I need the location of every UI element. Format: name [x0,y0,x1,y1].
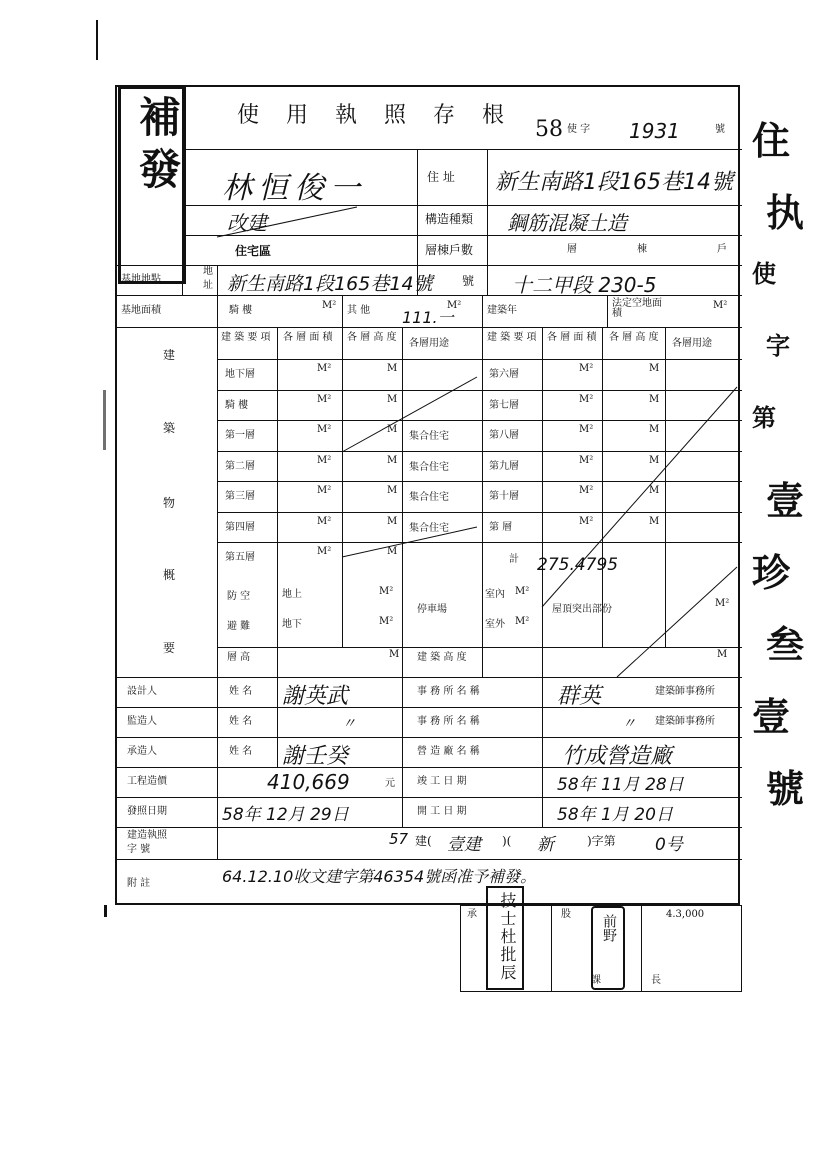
roof-unit: M² [715,598,730,609]
license-stub-form [115,85,740,905]
area-unit: M² [579,393,594,405]
total-label: 計 [509,554,519,565]
supervisor-name: 〃 [342,716,356,732]
building-section-label-5: 要 [163,641,176,655]
contractor-firm-label: 營 造 廠 名 稱 [417,746,480,757]
rule [277,677,278,767]
note-value: 64.12.10收文建字第46354號函准予補發。 [222,867,537,886]
height-unit: M [649,363,660,374]
building-unit: 棟 [637,244,647,255]
floor-label: 第八層 [489,430,519,441]
approval-value: 4.3,000 [666,909,705,920]
floor-label: 第九層 [489,460,519,472]
owner-address: 新生南路1段165巷14號 [495,170,733,195]
permit-text-d: 新 [537,835,554,855]
right-margin-char: 號 [766,766,805,811]
official-stamp-text: 技士杜批辰 [498,892,517,982]
area-unit: M² [579,363,594,374]
permit-text-c: )( [502,834,512,848]
parking-label: 停車場 [417,604,447,615]
floor-label: 第一層 [225,430,255,441]
parking-unit-2: M² [515,616,530,627]
license-suffix: 號 [715,124,725,135]
area-label: 基地面積 [121,305,161,316]
scan-mark [103,390,106,450]
designer-name: 謝英武 [282,684,349,709]
right-margin-char: 使 [752,259,776,288]
structure-value: 鋼筋混凝土造 [507,211,627,235]
permit-label-bottom: 字 號 [127,844,151,855]
floor-label: 第六層 [489,369,519,380]
height-unit: M [387,485,398,496]
floor-height-unit: M [389,649,400,660]
floor-label: 第五層 [225,552,255,563]
seal-stamp [591,906,625,990]
designer-office: 群英 [557,684,602,709]
supervisor-office-suffix: 建築師事務所 [655,716,715,727]
right-margin-char: 住 [752,118,791,163]
approval-label: 長 [651,975,661,986]
floor-label: 第二層 [225,460,255,472]
contractor-role: 承造人 [127,746,157,757]
right-margin-char: 珍 [752,550,791,595]
legal-unit: M² [713,300,728,311]
permit-text-e: )字第 [587,834,616,848]
permit-text-a: 建( [415,834,432,848]
parking-indoor: 室內 [485,589,505,600]
approval-label: 承 [467,909,477,920]
designer-role: 設計人 [127,686,157,697]
rule [542,647,543,677]
cost-unit: 元 [385,778,395,789]
permit-text-b: 壹建 [447,835,481,855]
cost-label: 工程造價 [127,776,167,787]
approval-label: 股 [561,909,571,920]
building-section-label-1: 建 [163,348,176,362]
building-height-label: 建 築 高 度 [417,652,467,663]
area-unit: M² [317,393,332,405]
start-label: 開 工 日 期 [417,806,467,817]
total-value: 275.4795 [537,555,619,575]
right-margin-char: 执 [766,190,805,235]
height-unit: M [387,546,398,557]
right-margin-char: 字 [766,331,790,360]
site-address: 新生南路1段165巷14號 [227,273,433,295]
right-margin-char: 第 [752,403,776,432]
issue-date: 58年 12月 29日 [222,805,349,825]
rule [641,906,642,991]
shelter-unit: M² [379,586,394,597]
rule [402,647,403,677]
start-date: 58年 1月 20日 [557,805,673,825]
supervisor-role: 監造人 [127,716,157,727]
col-header: 各層用途 [672,338,712,349]
floor-use: 集合住宅 [409,461,449,473]
zone-value: 住宅區 [235,244,272,258]
supplement-stamp-text: 補發 [133,95,182,199]
col-header: 各 層 高 度 [609,332,659,343]
col-header: 建 築 要 項 [487,332,537,343]
right-margin-char: 壹 [766,478,805,523]
license-number: 1931 [629,119,680,143]
rule [217,767,218,859]
floor-unit: 層 [567,244,577,255]
area-unit: M² [317,485,332,496]
shelter-above: 地上 [282,589,302,600]
floor-label: 第七層 [489,399,519,411]
owner-name: 林恒俊一 [222,171,366,206]
floor-label: 騎 樓 [225,399,249,411]
building-section-label-3: 物 [163,496,176,510]
height-unit: M [387,424,398,435]
year-label: 建築年 [487,305,517,316]
issue-label: 發照日期 [127,806,167,817]
rule [402,677,403,827]
roof-height-unit: M [717,649,728,660]
height-unit: M [649,424,660,435]
designer-office-suffix: 建築師事務所 [655,686,715,697]
approval-label: 課 [591,975,601,986]
owner-address-label: 住 址 [427,170,455,184]
area-unit: M² [317,363,332,374]
floor-label: 第三層 [225,491,255,502]
height-unit: M [387,515,398,527]
rule [551,906,552,991]
rule [542,677,543,827]
height-unit: M [649,485,660,496]
contractor-firm: 竹成營造廠 [562,744,673,769]
height-unit: M [387,454,398,466]
area-unit-2: M² [447,300,462,311]
legal-open-label: 法定空地面積 [612,298,662,319]
designer-name-label: 姓 名 [229,686,253,697]
complete-date: 58年 11月 28日 [557,775,684,795]
area-unit: M² [579,454,594,466]
col-header: 各 層 面 積 [283,332,333,343]
height-unit: M [649,454,660,466]
col-header: 各 層 面 積 [547,332,597,343]
parking-outdoor: 室外 [485,619,505,630]
height-unit: M [649,393,660,405]
complete-label: 竣 工 日 期 [417,776,467,787]
arcade-label: 騎 樓 [229,305,253,316]
area-unit: M² [317,424,332,435]
height-unit: M [649,515,660,527]
approval-box [460,892,742,992]
designer-office-label: 事 務 所 名 稱 [417,686,480,697]
permit-number: 57 [389,830,409,848]
page-title: 使 用 執 照 存 根 [237,103,514,128]
area-unit: M² [317,454,332,466]
floor-use: 集合住宅 [409,522,449,534]
construction-type: 改建 [227,211,267,235]
area-unit: M² [317,546,332,557]
area-unit: M² [579,515,594,527]
scan-mark [104,905,107,917]
permit-label-top: 建造執照 [127,830,167,841]
rule [217,677,218,767]
area-value: 111.一 [402,308,454,327]
height-unit: M [387,363,398,374]
floor-label: 地下層 [225,369,255,380]
floors-label: 層棟戶數 [425,243,474,257]
right-margin-text [752,110,830,910]
scan-mark [96,20,98,60]
supervisor-office: 〃 [622,716,636,732]
height-unit: M [387,393,398,405]
site-label: 基地地點 [121,274,161,285]
other-label: 其 他 [347,305,371,316]
area-unit: M² [317,515,332,527]
floor-label: 第四層 [225,521,255,533]
site-label-bottom: 址 [203,280,213,291]
site-number-label: 號 [462,274,475,288]
site-number: 十二甲段 230-5 [512,273,657,297]
floor-height-label: 層 高 [227,652,251,663]
right-margin-char: 叁 [766,622,805,667]
permit-text-f: 0号 [655,835,683,855]
supervisor-office-label: 事 務 所 名 稱 [417,716,480,727]
floor-use: 集合住宅 [409,431,449,442]
shelter-unit-2: M² [379,616,394,627]
floor-label: 第 層 [489,521,513,533]
supervisor-name-label: 姓 名 [229,716,253,727]
col-header: 各層用途 [409,338,449,349]
shelter-label-b: 避 難 [227,621,251,632]
license-prefix: 58 [535,117,563,142]
floor-label: 第十層 [489,491,519,502]
contractor-name: 謝壬癸 [282,744,349,769]
seal-stamp-text: 前野 [601,914,617,942]
building-section-label-4: 概 [163,568,176,582]
col-header: 各 層 高 度 [347,332,397,343]
shelter-below: 地下 [282,619,302,630]
floor-use: 集合住宅 [409,492,449,503]
structure-label: 構造種類 [425,212,474,226]
roof-label: 屋頂突出部份 [552,604,612,615]
col-header: 建 築 要 項 [221,332,271,343]
area-unit: M² [322,300,337,311]
contractor-name-label: 姓 名 [229,746,253,757]
household-unit: 戶 [717,244,727,255]
shelter-label-a: 防 空 [227,591,251,602]
right-margin-char: 壹 [752,694,791,739]
note-label: 附 註 [127,878,151,889]
license-label: 使 字 [567,124,591,135]
site-label-top: 地 [203,266,213,277]
official-stamp [486,886,524,990]
area-unit: M² [579,424,594,435]
area-unit: M² [579,485,594,496]
parking-unit: M² [515,586,530,597]
building-section-label-2: 築 [163,421,176,435]
cost-value: 410,669 [267,770,350,794]
